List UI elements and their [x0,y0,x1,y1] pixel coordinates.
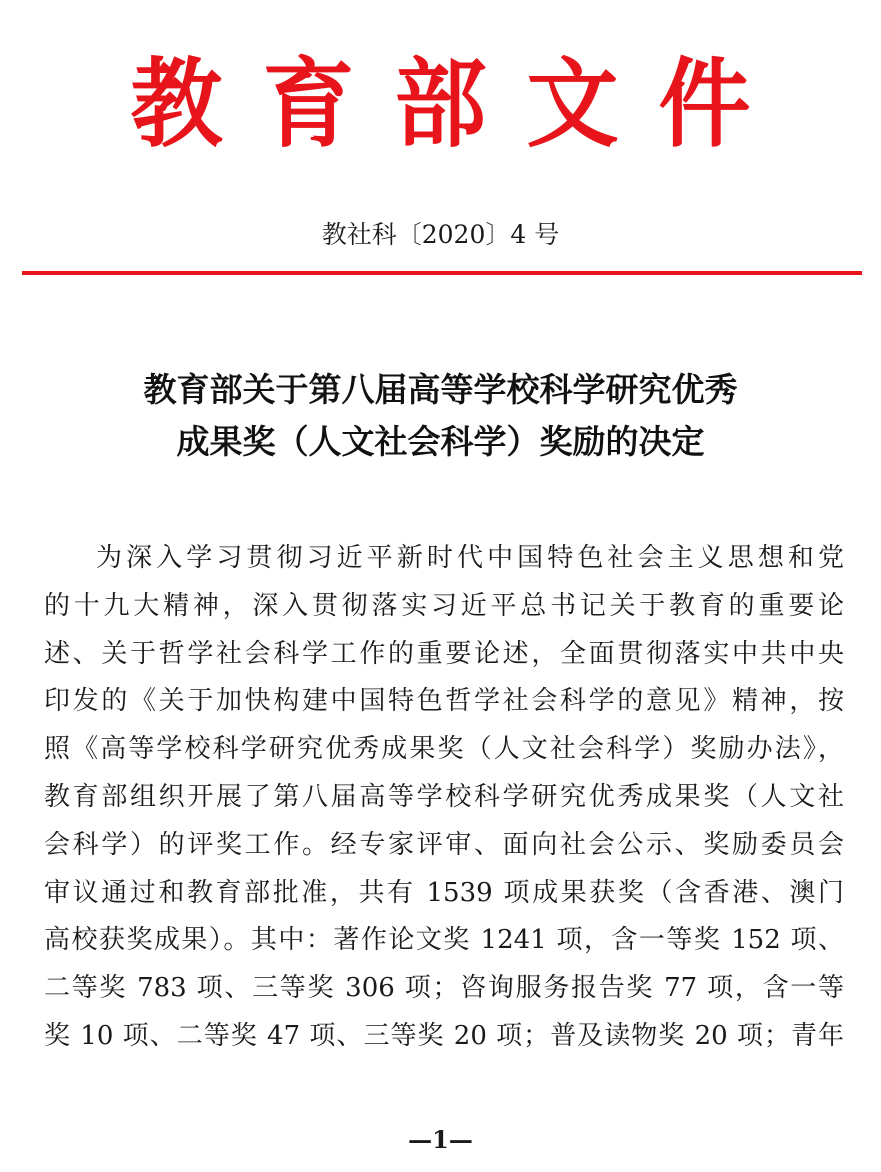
body-line: 二等奖 783 项、三等奖 306 项；咨询服务报告奖 77 项，含一等 [44,973,844,1004]
body-line: 教育部组织开展了第八届高等学校科学研究优秀成果奖（人文社 [44,781,844,812]
document-title [0,364,881,468]
masthead-char: 件 [658,48,751,161]
masthead-char: 育 [262,48,355,161]
document-number: 教社科〔2020〕4 号 [321,220,560,249]
body-line: 奖 10 项、二等奖 47 项、三等奖 20 项；普及读物奖 20 项；青年 [44,1020,844,1051]
body-line: 高校获奖成果）。其中：著作论文奖 1241 项，含一等奖 152 项、 [44,925,844,956]
masthead [0,50,881,160]
body-line: 为深入学习贯彻习近平新时代中国特色社会主义思想和党 [96,543,844,573]
body-line: 印发的《关于加快构建中国特色哲学社会科学的意见》精神，按 [44,686,844,717]
title-line-1: 教育部关于第八届高等学校科学研究优秀 [143,370,738,409]
body-line: 会科学）的评奖工作。经专家评审、面向社会公示、奖励委员会 [44,829,844,860]
masthead-char: 部 [394,48,487,161]
page-number: —1— [408,1125,473,1154]
title-line-2: 成果奖（人文社会科学）奖励的决定 [176,422,705,461]
red-divider-rule [22,271,862,275]
body-line: 审议通过和教育部批准，共有 1539 项成果获奖（含香港、澳门 [44,877,844,908]
body-paragraph [44,535,844,1061]
masthead-char: 教 [130,48,223,161]
body-line: 照《高等学校科学研究优秀成果奖（人文社会科学）奖励办法》， [44,734,844,765]
masthead-char: 文 [526,48,619,161]
body-line: 的十九大精神，深入贯彻落实习近平总书记关于教育的重要论 [44,590,844,621]
body-line: 述、关于哲学社会科学工作的重要论述，全面贯彻落实中共中央 [44,638,844,669]
